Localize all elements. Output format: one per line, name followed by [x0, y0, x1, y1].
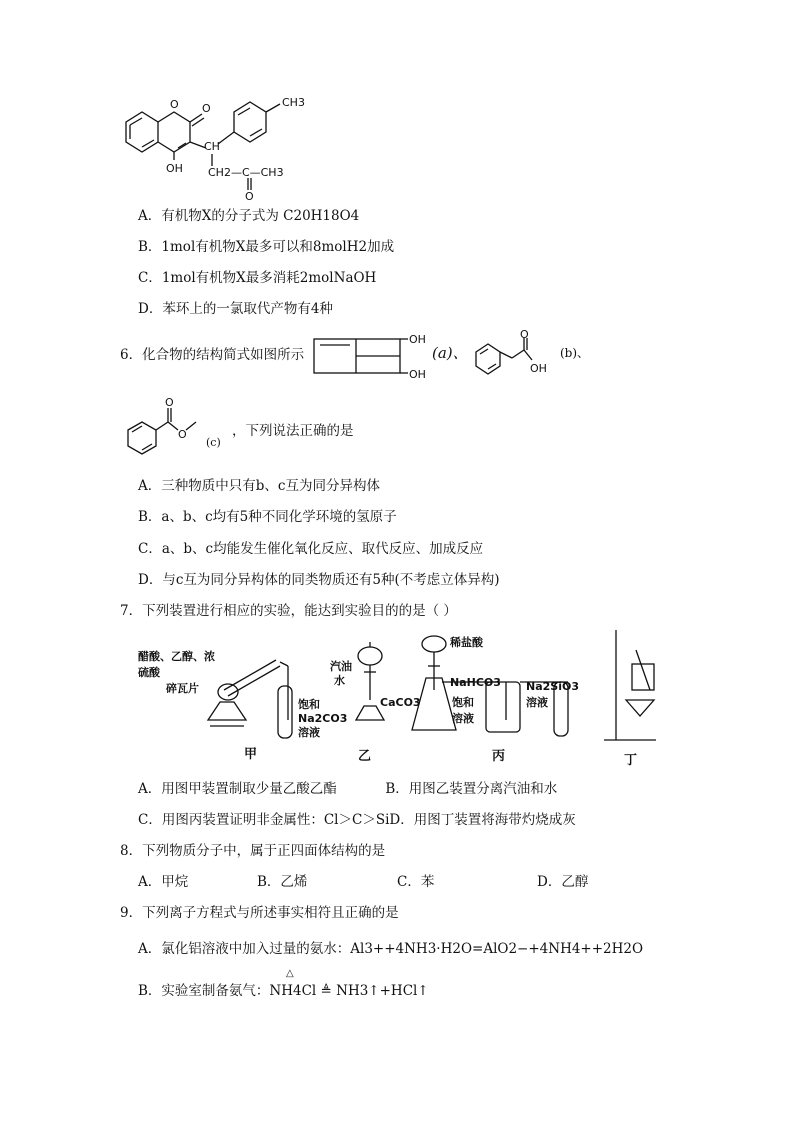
- q8-option-d-letter: D．: [537, 874, 562, 890]
- q7-options-row1: [138, 780, 557, 798]
- jia-reagents-line1: 醋酸、乙醇、浓: [138, 650, 215, 663]
- q9-option-b-letter: B．: [138, 983, 162, 999]
- keto-oxygen-label: O: [245, 190, 254, 203]
- bing-saturated-label: 饱和: [452, 696, 474, 709]
- jia-chips-label: 碎瓦片: [166, 682, 199, 695]
- c-oxygen1-label: O: [165, 396, 174, 409]
- q8-option-d-text: 乙醇: [561, 874, 589, 890]
- q8-option-b-letter: B．: [257, 874, 281, 890]
- a-oh1-label: OH: [409, 333, 426, 346]
- jia-na2co3-label: Na2CO3: [298, 712, 348, 725]
- bing-label: 丙: [492, 749, 506, 764]
- yi-water-label: 水: [334, 674, 345, 687]
- ring-oxygen-label: O: [170, 98, 179, 111]
- bing-hcl-label: 稀盐酸: [450, 636, 483, 649]
- q6-option-d-text: 与c互为同分异构体的同类物质还有5种(不考虑立体异构): [162, 572, 500, 588]
- q9-option-a-letter: A．: [138, 941, 162, 957]
- q6-option-a-text: 三种物质中只有b、c互为同分异构体: [161, 478, 380, 494]
- q8-option-a-text: 甲烷: [161, 874, 189, 890]
- q7-option-a-letter: A．: [138, 781, 162, 797]
- q6-option-a: [138, 477, 380, 495]
- jia-saturated-label: 饱和: [298, 698, 320, 711]
- bing-solution-label: 溶液: [452, 712, 474, 725]
- q6-option-c-text: a、b、c均能发生催化氧化反应、取代反应、加成反应: [161, 541, 484, 557]
- bing-nahco3-label: NaHCO3: [450, 676, 501, 689]
- compound-a-label: (a)、: [432, 344, 468, 362]
- q7-option-c-letter: C．: [138, 812, 162, 828]
- q5-option-a: [138, 207, 359, 225]
- jia-solution-label: 溶液: [298, 726, 320, 739]
- bing-caco3-label: CaCO3: [380, 696, 421, 709]
- q6-stem-suffix: ，下列说法正确的是: [232, 423, 354, 439]
- q5-option-d-text: 苯环上的一氯取代产物有4种: [162, 301, 333, 317]
- b-oh-label: OH: [530, 362, 547, 375]
- compound-x-structure: [118, 92, 318, 203]
- q6-option-b-text: a、b、c均有5种不同化学环境的氢原子: [161, 509, 397, 525]
- q9-option-b: [138, 982, 429, 1000]
- q9-stem: 9．下列离子方程式与所述事实相符且正确的是: [120, 905, 399, 921]
- q8-option-a: [138, 873, 188, 891]
- compound-c-label: (c): [206, 436, 221, 449]
- q7-option-d-letter: D．: [389, 812, 414, 828]
- delta-symbol: △: [286, 968, 294, 979]
- q9-option-a-text: 氯化铝溶液中加入过量的氨水：Al3++4NH3·H2O=AlO2−+4NH4++2H2O: [161, 941, 644, 957]
- q9-option-b-text: 实验室制备氨气：NH4Cl ≜ NH3↑+HCl↑: [161, 983, 429, 999]
- bing-solution2-label: 溶液: [526, 696, 548, 709]
- q5-option-c-letter: C．: [138, 270, 162, 286]
- q8-option-d: [537, 873, 588, 891]
- q5-option-d: [138, 300, 333, 318]
- hydroxyl-label: OH: [166, 162, 183, 175]
- q6-stem-prefix: 6．化合物的结构简式如图所示: [120, 347, 305, 363]
- compound-b-label: (b)、: [560, 346, 590, 360]
- c-oxygen2-label: O: [178, 428, 187, 441]
- carbonyl-oxygen-label: O: [202, 102, 211, 115]
- q5-option-b-letter: B．: [138, 239, 162, 255]
- a-oh2-label: OH: [409, 368, 426, 381]
- q8-option-c: [397, 873, 434, 891]
- q9-option-a: [138, 940, 643, 958]
- b-oxygen-label: O: [520, 328, 529, 341]
- jia-label: 甲: [244, 747, 258, 762]
- q7-stem: 7．下列装置进行相应的实验，能达到实验目的的是（ ）: [120, 603, 457, 619]
- ding-label: 丁: [624, 753, 638, 768]
- q7-option-a-text: 用图甲装置制取少量乙酸乙酯: [161, 781, 337, 797]
- bing-na2sio3-label: Na2SiO3: [526, 680, 579, 693]
- q5-option-a-text: 有机物X的分子式为 C20H18O4: [161, 208, 360, 224]
- yi-gasoline-label: 汽油: [330, 660, 352, 673]
- q7-options-row2: [138, 811, 576, 829]
- q5-option-d-letter: D．: [138, 301, 163, 317]
- methine-label: CH: [204, 140, 220, 153]
- q8-option-b-text: 乙烯: [280, 874, 308, 890]
- q5-option-b: [138, 238, 394, 256]
- jia-reagents-line2: 硫酸: [138, 666, 160, 679]
- q8-option-a-letter: A．: [138, 874, 162, 890]
- q7-option-d-text: 用图丁装置将海带灼烧成灰: [413, 812, 576, 828]
- q6-option-c: [138, 540, 483, 558]
- q5-option-c-text: 1mol有机物X最多消耗2molNaOH: [161, 270, 377, 286]
- q6-option-a-letter: A．: [138, 478, 162, 494]
- compound-a-structure: [312, 335, 442, 385]
- q5-option-a-letter: A．: [138, 208, 162, 224]
- q6-option-c-letter: C．: [138, 541, 162, 557]
- q7-option-c-text: 用图丙装置证明非金属性：Cl＞C＞Si: [161, 812, 390, 828]
- q8-stem: 8．下列物质分子中，属于正四面体结构的是: [120, 843, 386, 859]
- q7-apparatus-figure: [136, 630, 676, 775]
- q6-option-b: [138, 508, 397, 526]
- q6-option-d: [138, 571, 500, 589]
- q5-option-c: [138, 269, 376, 287]
- chain-label: CH2—C—CH3: [208, 166, 284, 179]
- q7-option-b-letter: B．: [385, 781, 409, 797]
- yi-label: 乙: [358, 749, 372, 764]
- q8-option-c-text: 苯: [420, 874, 435, 890]
- methyl-label: CH3: [282, 96, 305, 109]
- q5-option-b-text: 1mol有机物X最多可以和8molH2加成: [161, 239, 395, 255]
- q7-option-b-text: 用图乙装置分离汽油和水: [408, 781, 558, 797]
- q8-option-c-letter: C．: [397, 874, 421, 890]
- q6-option-d-letter: D．: [138, 572, 163, 588]
- q6-option-b-letter: B．: [138, 509, 162, 525]
- q8-option-b: [257, 873, 307, 891]
